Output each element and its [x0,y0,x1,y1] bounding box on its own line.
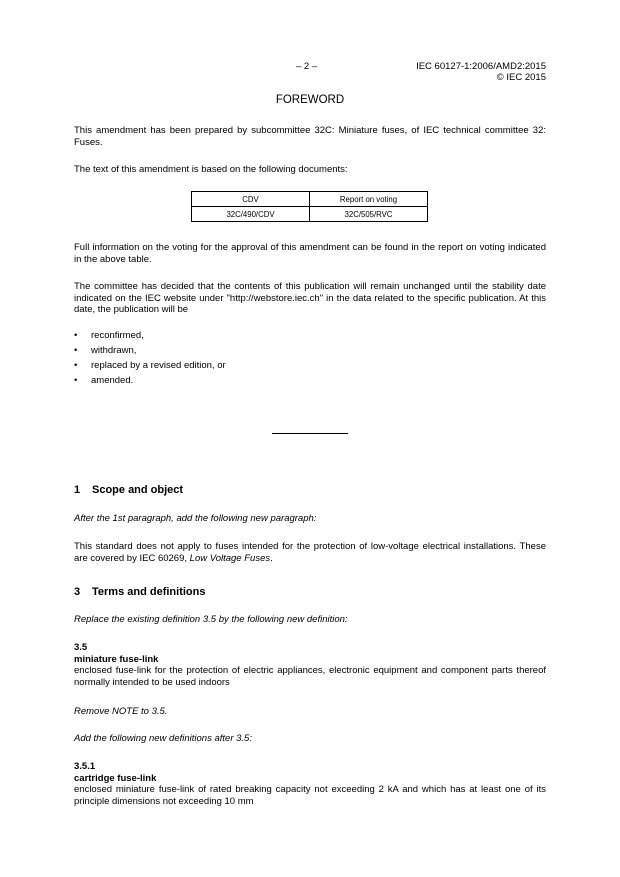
list-item: • replaced by a revised edition, or [74,360,226,371]
bullet-icon: • [74,375,78,386]
section-divider [272,433,348,434]
list-item: • withdrawn, [74,345,137,356]
table-header-cell: CDV [192,192,310,207]
definition-term: cartridge fuse-link [74,772,157,784]
definition-text: enclosed fuse-link for the protection of electric appliances, electronic equipment and component parts thereof normally intended to be used indoors [74,665,546,688]
definition-text: enclosed miniature fuse-link of rated breaking capacity not exceeding 2 kA and which has at least one of its principle dimensions not exceeding 10 mm [74,784,546,807]
definition-3-5 [74,642,546,688]
copyright-notice: © IEC 2015 [496,72,546,83]
foreword-paragraph-3: Full information on the voting for the approval of this amendment can be found in the report on voting indicated in the above table. [74,242,546,265]
bullet-icon: • [74,360,78,371]
table-header-cell: Report on voting [310,192,428,207]
voting-documents-table [191,191,428,222]
list-item: • reconfirmed, [74,330,144,341]
section-1-instruction: After the 1st paragraph, add the following new paragraph: [74,513,317,524]
table-header-row [192,192,428,207]
section-3-instruction-1: Replace the existing definition 3.5 by the following new definition: [74,614,348,625]
table-cell: 32C/505/RVC [310,207,428,222]
section-1-heading: 1 Scope and object [74,484,184,496]
foreword-paragraph-1: This amendment has been prepared by subcommittee 32C: Miniature fuses, of IEC technical committee 32: Fuses. [74,125,546,148]
bullet-icon: • [74,345,78,356]
page-number: – 2 – [296,61,318,72]
section-3-heading: 3 Terms and definitions [74,586,206,598]
foreword-title: FOREWORD [275,94,345,106]
list-item: • amended. [74,375,134,386]
section-3-instruction-3: Add the following new definitions after 3.5: [74,733,252,744]
standard-number: IEC 60127-1:2006/AMD2:2015 [416,61,546,72]
document-reference [416,61,546,83]
section-3-instruction-2: Remove NOTE to 3.5. [74,706,168,717]
definition-term: miniature fuse-link [74,653,159,665]
definition-number: 3.5.1 [74,761,96,772]
table-row [192,207,428,222]
table-cell: 32C/490/CDV [192,207,310,222]
foreword-paragraph-2: The text of this amendment is based on the following documents: [74,164,348,175]
publication-status-list [74,328,546,388]
foreword-paragraph-4: The committee has decided that the contents of this publication will remain unchanged until the stability date indicated on the IEC website under "http://webstore.iec.ch" in the data related to the specific publication. At this date, the publication will be [74,281,546,315]
definition-number: 3.5 [74,642,88,653]
definition-3-5-1 [74,761,546,807]
bullet-icon: • [74,330,78,341]
section-1-paragraph: This standard does not apply to fuses intended for the protection of low-voltage electrical installations. These are covered by IEC 60269, Low Voltage Fuses. [74,541,546,564]
